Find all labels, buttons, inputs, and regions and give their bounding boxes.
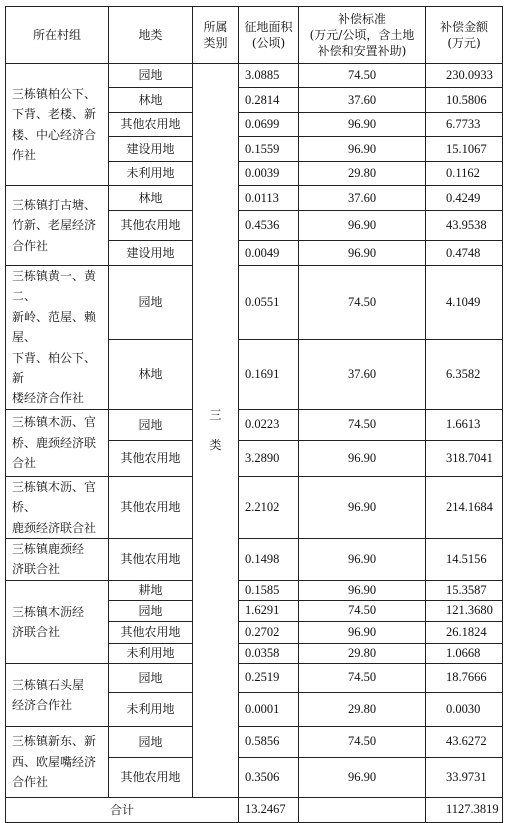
area-cell: 0.0699 — [239, 113, 299, 137]
standard-cell: 96.90 — [299, 137, 426, 162]
village-cell: 三栋镇木沥、官桥、 鹿颈经济联合社 — [6, 476, 109, 538]
amount-cell: 14.5156 — [426, 538, 503, 580]
table-row — [6, 580, 503, 600]
area-cell: 0.1585 — [239, 580, 299, 600]
village-cell: 三栋镇石头屋 经济合作社 — [6, 663, 109, 726]
village-cell: 三栋镇黄一、黄二、 新岭、范屋、赖屋、 下背、柏公下、新 楼经济合作社 — [6, 266, 109, 410]
standard-cell: 74.50 — [299, 64, 426, 88]
header-amount: 补偿金额 (万元) — [426, 7, 503, 64]
area-cell: 0.1691 — [239, 339, 299, 409]
amount-cell: 318.7041 — [426, 440, 503, 476]
standard-cell: 29.80 — [299, 643, 426, 663]
land-type-cell: 其他农用地 — [109, 113, 193, 137]
village-cell: 三栋镇木沥、官 桥、鹿颈经济联 合社 — [6, 409, 109, 476]
standard-cell: 96.90 — [299, 580, 426, 600]
land-type-cell: 园地 — [109, 726, 193, 757]
village-cell: 三栋镇鹿颈经 济联合社 — [6, 538, 109, 580]
header-land-type: 地类 — [109, 7, 193, 64]
area-cell: 0.0358 — [239, 643, 299, 663]
area-cell: 3.2890 — [239, 440, 299, 476]
standard-cell: 96.90 — [299, 241, 426, 266]
amount-cell: 4.1049 — [426, 266, 503, 340]
total-amount: 1127.3819 — [426, 797, 503, 822]
amount-cell: 230.0933 — [426, 64, 503, 88]
amount-cell: 15.3587 — [426, 580, 503, 600]
village-cell: 三栋镇柏公下、 下背、老楼、新 楼、中心经济合 作社 — [6, 64, 109, 186]
amount-cell: 18.7666 — [426, 663, 503, 692]
standard-cell: 96.90 — [299, 440, 426, 476]
table-row — [6, 476, 503, 538]
land-type-cell: 建设用地 — [109, 241, 193, 266]
land-type-cell: 园地 — [109, 663, 193, 692]
land-type-cell: 园地 — [109, 600, 193, 621]
area-cell: 0.1498 — [239, 538, 299, 580]
header-category: 所属 类别 — [193, 7, 239, 64]
standard-cell: 37.60 — [299, 339, 426, 409]
area-cell: 0.4536 — [239, 211, 299, 241]
table-row — [6, 726, 503, 757]
standard-cell: 96.90 — [299, 113, 426, 137]
standard-cell: 96.90 — [299, 476, 426, 538]
amount-cell: 0.0030 — [426, 692, 503, 726]
total-area: 13.2467 — [239, 797, 299, 822]
area-cell: 0.0223 — [239, 409, 299, 440]
standard-cell: 37.60 — [299, 88, 426, 113]
table-row — [6, 409, 503, 440]
village-cell: 三栋镇打古塘、 竹新、老屋经济 合作社 — [6, 186, 109, 266]
area-cell: 0.5856 — [239, 726, 299, 757]
total-standard-empty — [299, 797, 426, 822]
amount-cell: 1.6613 — [426, 409, 503, 440]
standard-cell: 96.90 — [299, 757, 426, 797]
village-cell: 三栋镇木沥经 济联合社 — [6, 580, 109, 663]
area-cell: 2.2102 — [239, 476, 299, 538]
table-row — [6, 266, 503, 340]
land-type-cell: 其他农用地 — [109, 440, 193, 476]
standard-cell: 29.80 — [299, 162, 426, 186]
amount-cell: 214.1684 — [426, 476, 503, 538]
amount-cell: 43.9538 — [426, 211, 503, 241]
land-type-cell: 其他农用地 — [109, 211, 193, 241]
amount-cell: 10.5806 — [426, 88, 503, 113]
table-body — [6, 64, 503, 798]
standard-cell: 74.50 — [299, 409, 426, 440]
table-row — [6, 64, 503, 88]
land-type-cell: 园地 — [109, 266, 193, 340]
area-cell: 3.0885 — [239, 64, 299, 88]
area-cell: 0.0551 — [239, 266, 299, 340]
standard-cell: 74.50 — [299, 726, 426, 757]
land-type-cell: 林地 — [109, 339, 193, 409]
land-type-cell: 园地 — [109, 64, 193, 88]
amount-cell: 15.1067 — [426, 137, 503, 162]
amount-cell: 6.7733 — [426, 113, 503, 137]
header-village: 所在村组 — [6, 7, 109, 64]
header-area: 征地面积 (公顷) — [239, 7, 299, 64]
amount-cell: 1.0668 — [426, 643, 503, 663]
standard-cell: 96.90 — [299, 621, 426, 643]
standard-cell: 29.80 — [299, 692, 426, 726]
land-type-cell: 未利用地 — [109, 643, 193, 663]
land-type-cell: 其他农用地 — [109, 757, 193, 797]
compensation-table — [5, 6, 503, 823]
table-row — [6, 186, 503, 211]
area-cell: 1.6291 — [239, 600, 299, 621]
amount-cell: 121.3680 — [426, 600, 503, 621]
village-cell: 三栋镇新东、新 西、欧屋嘴经济 合作社 — [6, 726, 109, 797]
standard-cell: 74.50 — [299, 600, 426, 621]
standard-cell: 96.90 — [299, 211, 426, 241]
amount-cell: 26.1824 — [426, 621, 503, 643]
amount-cell: 0.4249 — [426, 186, 503, 211]
area-cell: 0.2519 — [239, 663, 299, 692]
standard-cell: 74.50 — [299, 266, 426, 340]
standard-cell: 74.50 — [299, 663, 426, 692]
land-type-cell: 其他农用地 — [109, 538, 193, 580]
area-cell: 0.3506 — [239, 757, 299, 797]
land-type-cell: 耕地 — [109, 580, 193, 600]
amount-cell: 6.3582 — [426, 339, 503, 409]
table-header — [6, 7, 503, 64]
standard-cell: 37.60 — [299, 186, 426, 211]
land-type-cell: 园地 — [109, 409, 193, 440]
land-type-cell: 建设用地 — [109, 137, 193, 162]
land-type-cell: 其他农用地 — [109, 476, 193, 538]
land-type-cell: 林地 — [109, 186, 193, 211]
land-type-cell: 其他农用地 — [109, 621, 193, 643]
land-type-cell: 未利用地 — [109, 162, 193, 186]
category-cell: 三 类 — [193, 64, 239, 798]
area-cell: 0.0001 — [239, 692, 299, 726]
total-row — [6, 797, 503, 822]
area-cell: 0.0113 — [239, 186, 299, 211]
standard-cell: 96.90 — [299, 538, 426, 580]
amount-cell: 43.6272 — [426, 726, 503, 757]
land-type-cell: 未利用地 — [109, 692, 193, 726]
amount-cell: 0.4748 — [426, 241, 503, 266]
area-cell: 0.2702 — [239, 621, 299, 643]
area-cell: 0.2814 — [239, 88, 299, 113]
table-row — [6, 538, 503, 580]
header-standard: 补偿标准 (万元/公顷，含土地 补偿和安置补助) — [299, 7, 426, 64]
amount-cell: 0.1162 — [426, 162, 503, 186]
area-cell: 0.1559 — [239, 137, 299, 162]
land-type-cell: 林地 — [109, 88, 193, 113]
total-label: 合计 — [6, 797, 239, 822]
table-row — [6, 663, 503, 692]
area-cell: 0.0049 — [239, 241, 299, 266]
amount-cell: 33.9731 — [426, 757, 503, 797]
area-cell: 0.0039 — [239, 162, 299, 186]
